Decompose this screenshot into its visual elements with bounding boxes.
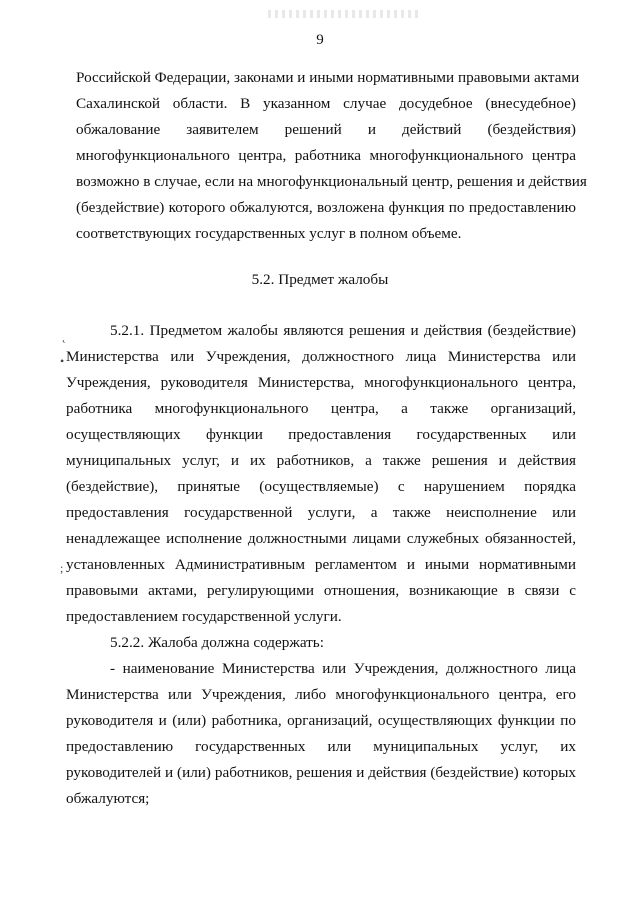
text-line: 5.2.1. Предметом жалобы являются решения и действия (бездействие) bbox=[110, 322, 576, 339]
text-line: правовыми актами, регулирующими отношения, возникающие в связи с bbox=[66, 582, 576, 599]
text-line: предоставления государственной услуги, а также неисполнение или bbox=[66, 504, 576, 521]
text-line: - наименование Министерства или Учреждения, должностного лица bbox=[110, 660, 576, 677]
text-line: Министерства или Учреждения, должностного лица Министерства или bbox=[66, 348, 576, 365]
text-line: муниципальных услуг, и их работников, а также решения и действия bbox=[66, 452, 576, 469]
scan-mark: • bbox=[60, 354, 65, 368]
section-heading: 5.2. Предмет жалобы bbox=[251, 271, 389, 288]
text-line: предоставлению государственных или муниципальных услуг, их bbox=[66, 738, 576, 755]
text-line: соответствующих государственных услуг в полном объеме. bbox=[76, 225, 462, 242]
text-line: обжалование заявителем решений и действий (бездействия) bbox=[76, 121, 576, 138]
scan-mark: ˛ bbox=[62, 329, 66, 343]
text-line: ненадлежащее исполнение должностными лицами служебных обязанностей, bbox=[66, 530, 576, 547]
scan-mark: ; bbox=[60, 561, 64, 575]
text-line: Учреждения, руководителя Министерства, многофункционального центра, bbox=[66, 374, 576, 391]
text-line: Сахалинской области. В указанном случае досудебное (внесудебное) bbox=[76, 95, 576, 112]
paragraph-complaint-contents-intro: 5.2.2. Жалоба должна содержать: bbox=[110, 634, 324, 651]
text-line: Министерства или Учреждения, либо многофункционального центра, его bbox=[66, 686, 576, 703]
text-line: предоставлением государственной услуги. bbox=[66, 608, 342, 625]
text-line: возможно в случае, если на многофункциональный центр, решения и действия bbox=[76, 173, 587, 190]
scan-header-noise bbox=[268, 10, 418, 18]
text-line: Российской Федерации, законами и иными нормативными правовыми актами bbox=[76, 69, 580, 86]
text-line: работника многофункционального центра, а также организаций, bbox=[66, 400, 576, 417]
text-line: (бездействие) которого обжалуются, возложена функция по предоставлению bbox=[76, 199, 576, 216]
text-line: многофункционального центра, работника многофункционального центра bbox=[76, 147, 576, 164]
text-line: обжалуются; bbox=[66, 790, 150, 807]
text-line: руководителей и (или) работников, решения и действия (бездействие) которых bbox=[66, 764, 576, 781]
text-line: (бездействие), принятые (осуществляемые) с нарушением порядка bbox=[66, 478, 576, 495]
page-number: 9 bbox=[316, 32, 324, 48]
text-line: руководителя и (или) работника, организаций, осуществляющих функции по bbox=[66, 712, 576, 729]
text-line: установленных Административным регламентом и иными нормативными bbox=[66, 556, 576, 573]
text-line: осуществляющих функции предоставления государственных или bbox=[66, 426, 576, 443]
